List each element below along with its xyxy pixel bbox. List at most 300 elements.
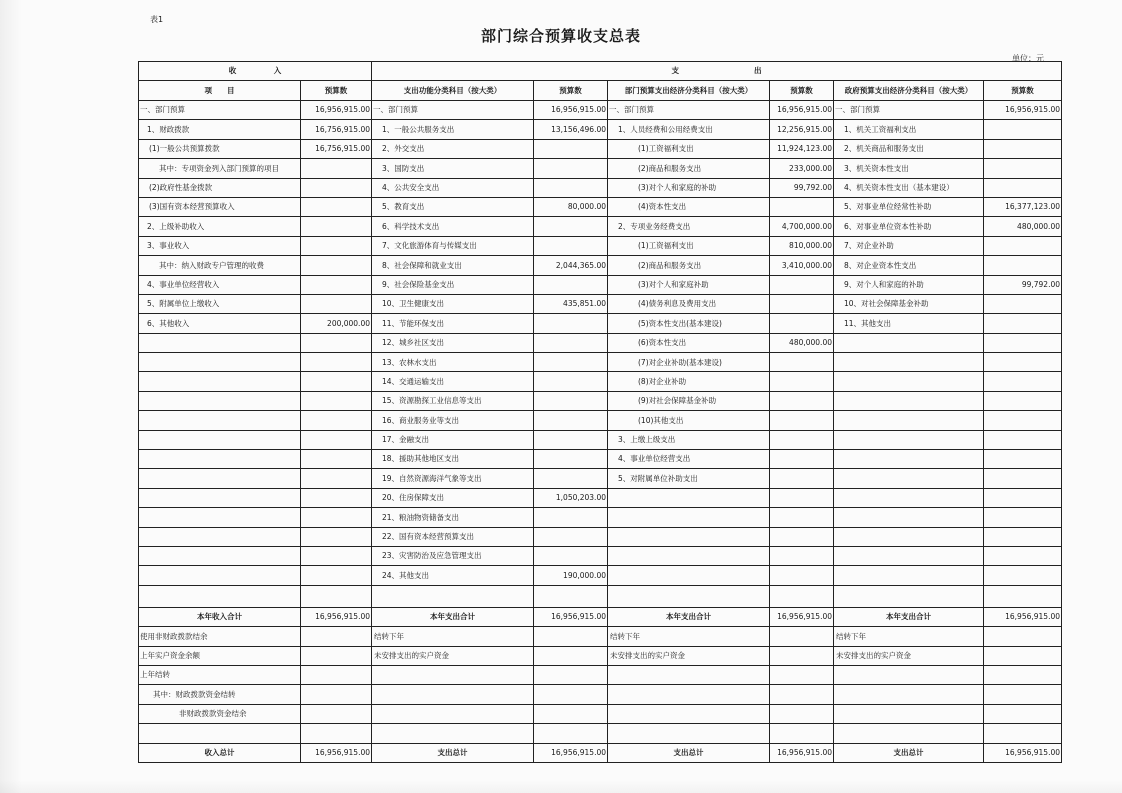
func-carryover-item bbox=[372, 665, 534, 684]
func-carryover-amount bbox=[534, 724, 608, 743]
dept-carryover-item: 结转下年 bbox=[608, 627, 770, 646]
func-carryover-amount bbox=[534, 627, 608, 646]
income-item-cell bbox=[139, 391, 301, 410]
dept-carryover-item bbox=[608, 704, 770, 723]
income-item-cell: 4、事业单位经营收入 bbox=[139, 275, 301, 294]
expense-group-header: 支 出 bbox=[372, 62, 1062, 81]
table-row bbox=[139, 217, 1062, 236]
income-carryover-amount bbox=[301, 704, 372, 723]
func-amount-cell bbox=[534, 333, 608, 352]
spacer-row bbox=[139, 585, 1062, 607]
table-row bbox=[139, 430, 1062, 449]
income-amount-cell bbox=[301, 469, 372, 488]
table-row bbox=[139, 120, 1062, 139]
dept-amount-cell bbox=[770, 275, 834, 294]
income-amount-cell bbox=[301, 450, 372, 469]
gov-item-cell: 一、部门预算 bbox=[834, 101, 984, 120]
gov-item-cell: 9、对个人和家庭的补助 bbox=[834, 275, 984, 294]
table-row bbox=[139, 256, 1062, 275]
func-item-cell: 6、科学技术支出 bbox=[372, 217, 534, 236]
dept-item-cell: 一、部门预算 bbox=[608, 101, 770, 120]
gov-amount-cell bbox=[984, 546, 1062, 565]
gov-carryover-amount bbox=[984, 724, 1062, 743]
func-grand-amount: 16,956,915.00 bbox=[534, 743, 608, 762]
gov-amount-cell bbox=[984, 527, 1062, 546]
gov-carryover-item: 未安排支出的实户资金 bbox=[834, 646, 984, 665]
income-item-cell bbox=[139, 333, 301, 352]
dept-amount-cell bbox=[770, 430, 834, 449]
dept-total-label: 本年支出合计 bbox=[608, 607, 770, 626]
income-amount-cell bbox=[301, 391, 372, 410]
dept-item-cell bbox=[608, 527, 770, 546]
func-amount-cell bbox=[534, 139, 608, 158]
dept-amount-header: 预算数 bbox=[770, 81, 834, 101]
table-row bbox=[139, 488, 1062, 507]
income-carryover-item: 其中：财政拨款资金结转 bbox=[139, 685, 301, 704]
func-item-cell: 23、灾害防治及应急管理支出 bbox=[372, 546, 534, 565]
dept-carryover-amount bbox=[770, 724, 834, 743]
func-amount-cell bbox=[534, 353, 608, 372]
func-item-cell: 20、住房保障支出 bbox=[372, 488, 534, 507]
dept-item-cell: 2、专项业务经费支出 bbox=[608, 217, 770, 236]
income-grand-amount: 16,956,915.00 bbox=[301, 743, 372, 762]
income-amount-cell bbox=[301, 566, 372, 585]
income-item-cell bbox=[139, 488, 301, 507]
func-item-cell: 22、国有资本经营预算支出 bbox=[372, 527, 534, 546]
income-amount-cell bbox=[301, 159, 372, 178]
dept-item-cell: 1、人员经费和公用经费支出 bbox=[608, 120, 770, 139]
gov-amount-cell bbox=[984, 372, 1062, 391]
income-amount-cell bbox=[301, 333, 372, 352]
column-header-row bbox=[139, 81, 1062, 101]
gov-item-cell bbox=[834, 411, 984, 430]
income-item-cell bbox=[139, 430, 301, 449]
gov-amount-cell bbox=[984, 353, 1062, 372]
gov-item-cell: 4、机关资本性支出（基本建设） bbox=[834, 178, 984, 197]
carryover-row bbox=[139, 665, 1062, 684]
gov-item-cell bbox=[834, 353, 984, 372]
table-row bbox=[139, 508, 1062, 527]
func-amount-cell bbox=[534, 411, 608, 430]
income-carryover-amount bbox=[301, 685, 372, 704]
func-item-cell: 3、国防支出 bbox=[372, 159, 534, 178]
dept-amount-cell bbox=[770, 488, 834, 507]
dept-item-cell bbox=[608, 566, 770, 585]
empty-cell bbox=[770, 585, 834, 607]
dept-carryover-amount bbox=[770, 704, 834, 723]
income-amount-cell bbox=[301, 178, 372, 197]
dept-amount-cell bbox=[770, 546, 834, 565]
func-amount-cell bbox=[534, 159, 608, 178]
func-amount-header: 预算数 bbox=[534, 81, 608, 101]
func-amount-cell bbox=[534, 372, 608, 391]
gov-item-cell: 6、对事业单位资本性补助 bbox=[834, 217, 984, 236]
income-amount-cell bbox=[301, 488, 372, 507]
income-group-header: 收 入 bbox=[139, 62, 372, 81]
gov-amount-cell bbox=[984, 469, 1062, 488]
func-carryover-amount bbox=[534, 646, 608, 665]
empty-cell bbox=[608, 585, 770, 607]
dept-carryover-amount bbox=[770, 627, 834, 646]
dept-amount-cell: 99,792.00 bbox=[770, 178, 834, 197]
income-item-cell bbox=[139, 353, 301, 372]
gov-amount-cell bbox=[984, 391, 1062, 410]
func-item-cell: 4、公共安全支出 bbox=[372, 178, 534, 197]
table-row bbox=[139, 353, 1062, 372]
income-amount-cell: 16,956,915.00 bbox=[301, 101, 372, 120]
func-item-cell: 8、社会保障和就业支出 bbox=[372, 256, 534, 275]
dept-carryover-amount bbox=[770, 685, 834, 704]
dept-grand-label: 支出总计 bbox=[608, 743, 770, 762]
income-amount-cell bbox=[301, 217, 372, 236]
income-amount-cell bbox=[301, 294, 372, 313]
func-item-cell: 1、一般公共服务支出 bbox=[372, 120, 534, 139]
func-amount-cell bbox=[534, 236, 608, 255]
func-item-cell: 11、节能环保支出 bbox=[372, 314, 534, 333]
func-item-cell: 一、部门预算 bbox=[372, 101, 534, 120]
gov-item-cell: 3、机关资本性支出 bbox=[834, 159, 984, 178]
income-item-cell: 1、财政拨款 bbox=[139, 120, 301, 139]
dept-amount-cell: 4,700,000.00 bbox=[770, 217, 834, 236]
gov-amount-cell bbox=[984, 256, 1062, 275]
gov-carryover-amount bbox=[984, 665, 1062, 684]
gov-item-cell bbox=[834, 391, 984, 410]
gov-amount-cell bbox=[984, 411, 1062, 430]
dept-item-cell: 4、事业单位经营支出 bbox=[608, 450, 770, 469]
income-item-cell: 其中：专项资金列入部门预算的项目 bbox=[139, 159, 301, 178]
gov-carryover-item bbox=[834, 724, 984, 743]
dept-amount-cell bbox=[770, 469, 834, 488]
dept-grand-amount: 16,956,915.00 bbox=[770, 743, 834, 762]
unit-label: 单位：元 bbox=[1012, 54, 1044, 63]
gov-amount-header: 预算数 bbox=[984, 81, 1062, 101]
income-item-cell bbox=[139, 508, 301, 527]
income-carryover-item: 使用非财政拨款结余 bbox=[139, 627, 301, 646]
income-item-cell: (1)一般公共预算拨款 bbox=[139, 139, 301, 158]
gov-item-cell: 8、对企业资本性支出 bbox=[834, 256, 984, 275]
table-row bbox=[139, 139, 1062, 158]
income-amount-cell bbox=[301, 546, 372, 565]
dept-amount-cell bbox=[770, 527, 834, 546]
func-item-cell: 19、自然资源海洋气象等支出 bbox=[372, 469, 534, 488]
gov-item-cell bbox=[834, 450, 984, 469]
func-amount-cell bbox=[534, 275, 608, 294]
dept-item-cell: 3、上缴上级支出 bbox=[608, 430, 770, 449]
func-item-cell: 18、援助其他地区支出 bbox=[372, 450, 534, 469]
gov-amount-cell bbox=[984, 294, 1062, 313]
func-carryover-item bbox=[372, 685, 534, 704]
income-item-cell bbox=[139, 411, 301, 430]
dept-amount-cell bbox=[770, 372, 834, 391]
table-row bbox=[139, 372, 1062, 391]
scan-bottom-shadow bbox=[0, 780, 1122, 793]
func-grand-label: 支出总计 bbox=[372, 743, 534, 762]
func-item-cell: 2、外交支出 bbox=[372, 139, 534, 158]
table-row bbox=[139, 314, 1062, 333]
func-class-header: 支出功能分类科目（按大类） bbox=[372, 81, 534, 101]
income-amount-cell bbox=[301, 353, 372, 372]
gov-grand-label: 支出总计 bbox=[834, 743, 984, 762]
dept-econ-header: 部门预算支出经济分类科目（按大类） bbox=[608, 81, 770, 101]
grand-totals-row bbox=[139, 743, 1062, 762]
income-carryover-item: 非财政拨款资金结余 bbox=[139, 704, 301, 723]
gov-amount-cell bbox=[984, 236, 1062, 255]
table-row bbox=[139, 411, 1062, 430]
carryover-row bbox=[139, 646, 1062, 665]
table-row bbox=[139, 546, 1062, 565]
func-amount-cell bbox=[534, 546, 608, 565]
income-item-cell: (3)国有资本经营预算收入 bbox=[139, 197, 301, 216]
table-row bbox=[139, 294, 1062, 313]
income-item-cell: 5、附属单位上缴收入 bbox=[139, 294, 301, 313]
dept-item-cell: (6)资本性支出 bbox=[608, 333, 770, 352]
func-amount-cell bbox=[534, 217, 608, 236]
gov-item-cell bbox=[834, 430, 984, 449]
func-item-cell: 16、商业服务业等支出 bbox=[372, 411, 534, 430]
dept-carryover-item: 未安排支出的实户资金 bbox=[608, 646, 770, 665]
func-carryover-amount bbox=[534, 704, 608, 723]
gov-item-cell bbox=[834, 508, 984, 527]
table-row bbox=[139, 450, 1062, 469]
income-item-cell: 一、部门预算 bbox=[139, 101, 301, 120]
dept-amount-cell bbox=[770, 411, 834, 430]
dept-amount-cell: 233,000.00 bbox=[770, 159, 834, 178]
gov-amount-cell: 480,000.00 bbox=[984, 217, 1062, 236]
gov-amount-cell bbox=[984, 139, 1062, 158]
func-item-cell: 24、其他支出 bbox=[372, 566, 534, 585]
income-item-cell: 6、其他收入 bbox=[139, 314, 301, 333]
dept-amount-cell: 810,000.00 bbox=[770, 236, 834, 255]
func-amount-cell bbox=[534, 314, 608, 333]
document-title: 部门综合预算收支总表 bbox=[480, 27, 641, 45]
gov-econ-header: 政府预算支出经济分类科目（按大类） bbox=[834, 81, 984, 101]
table-row bbox=[139, 566, 1062, 585]
income-amount-cell bbox=[301, 197, 372, 216]
gov-item-cell bbox=[834, 527, 984, 546]
gov-amount-cell bbox=[984, 159, 1062, 178]
func-amount-cell bbox=[534, 391, 608, 410]
gov-carryover-amount bbox=[984, 646, 1062, 665]
gov-item-cell bbox=[834, 333, 984, 352]
income-item-cell bbox=[139, 546, 301, 565]
dept-amount-cell bbox=[770, 566, 834, 585]
dept-item-cell bbox=[608, 546, 770, 565]
dept-amount-cell: 16,956,915.00 bbox=[770, 101, 834, 120]
dept-item-cell: (4)资本性支出 bbox=[608, 197, 770, 216]
func-carryover-amount bbox=[534, 685, 608, 704]
gov-carryover-item: 结转下年 bbox=[834, 627, 984, 646]
income-carryover-amount bbox=[301, 627, 372, 646]
table-row bbox=[139, 333, 1062, 352]
dept-item-cell: (8)对企业补助 bbox=[608, 372, 770, 391]
gov-amount-cell bbox=[984, 333, 1062, 352]
income-total-amount: 16,956,915.00 bbox=[301, 607, 372, 626]
func-carryover-item: 结转下年 bbox=[372, 627, 534, 646]
func-carryover-item bbox=[372, 724, 534, 743]
income-amount-cell bbox=[301, 411, 372, 430]
gov-item-cell bbox=[834, 566, 984, 585]
gov-item-cell: 5、对事业单位经常性补助 bbox=[834, 197, 984, 216]
income-carryover-amount bbox=[301, 646, 372, 665]
income-item-cell: 其中：纳入财政专户管理的收费 bbox=[139, 256, 301, 275]
gov-carryover-amount bbox=[984, 627, 1062, 646]
gov-amount-cell bbox=[984, 566, 1062, 585]
gov-amount-cell: 16,956,915.00 bbox=[984, 101, 1062, 120]
income-item-header: 项 目 bbox=[139, 81, 301, 101]
income-amount-cell bbox=[301, 275, 372, 294]
empty-cell bbox=[372, 585, 534, 607]
income-item-cell bbox=[139, 450, 301, 469]
dept-item-cell: (10)其他支出 bbox=[608, 411, 770, 430]
dept-amount-cell bbox=[770, 391, 834, 410]
func-total-label: 本年支出合计 bbox=[372, 607, 534, 626]
func-carryover-amount bbox=[534, 665, 608, 684]
dept-item-cell: (4)债务利息及费用支出 bbox=[608, 294, 770, 313]
func-amount-cell: 190,000.00 bbox=[534, 566, 608, 585]
table-row bbox=[139, 101, 1062, 120]
table-row bbox=[139, 197, 1062, 216]
income-item-cell: 2、上级补助收入 bbox=[139, 217, 301, 236]
func-amount-cell bbox=[534, 508, 608, 527]
func-item-cell: 21、粮油物资储备支出 bbox=[372, 508, 534, 527]
func-item-cell: 13、农林水支出 bbox=[372, 353, 534, 372]
income-amount-cell: 16,756,915.00 bbox=[301, 139, 372, 158]
dept-item-cell bbox=[608, 508, 770, 527]
table-row bbox=[139, 178, 1062, 197]
dept-item-cell: (2)商品和服务支出 bbox=[608, 159, 770, 178]
gov-item-cell: 10、对社会保障基金补助 bbox=[834, 294, 984, 313]
year-totals-row bbox=[139, 607, 1062, 626]
dept-amount-cell: 480,000.00 bbox=[770, 333, 834, 352]
group-header-row bbox=[139, 62, 1062, 81]
income-amount-cell: 200,000.00 bbox=[301, 314, 372, 333]
func-item-cell: 9、社会保险基金支出 bbox=[372, 275, 534, 294]
income-amount-cell bbox=[301, 527, 372, 546]
gov-amount-cell bbox=[984, 314, 1062, 333]
func-amount-cell bbox=[534, 178, 608, 197]
budget-summary-table bbox=[138, 61, 1062, 763]
income-amount-cell bbox=[301, 372, 372, 391]
income-carryover-amount bbox=[301, 724, 372, 743]
dept-carryover-amount bbox=[770, 665, 834, 684]
gov-amount-cell bbox=[984, 430, 1062, 449]
empty-cell bbox=[534, 585, 608, 607]
dept-item-cell: (2)商品和服务支出 bbox=[608, 256, 770, 275]
income-item-cell bbox=[139, 566, 301, 585]
income-amount-cell: 16,756,915.00 bbox=[301, 120, 372, 139]
scan-edge-shadow bbox=[0, 0, 22, 793]
gov-item-cell bbox=[834, 372, 984, 391]
income-carryover-amount bbox=[301, 665, 372, 684]
gov-amount-cell: 16,377,123.00 bbox=[984, 197, 1062, 216]
income-amount-cell bbox=[301, 236, 372, 255]
gov-item-cell bbox=[834, 469, 984, 488]
carryover-row bbox=[139, 704, 1062, 723]
dept-item-cell: (7)对企业补助(基本建设) bbox=[608, 353, 770, 372]
dept-carryover-amount bbox=[770, 646, 834, 665]
dept-amount-cell bbox=[770, 197, 834, 216]
income-carryover-item bbox=[139, 724, 301, 743]
gov-item-cell bbox=[834, 546, 984, 565]
gov-item-cell: 1、机关工资福利支出 bbox=[834, 120, 984, 139]
gov-amount-cell bbox=[984, 178, 1062, 197]
gov-amount-cell bbox=[984, 488, 1062, 507]
income-item-cell bbox=[139, 469, 301, 488]
func-amount-cell: 1,050,203.00 bbox=[534, 488, 608, 507]
gov-carryover-amount bbox=[984, 685, 1062, 704]
gov-item-cell: 11、其他支出 bbox=[834, 314, 984, 333]
table-row bbox=[139, 469, 1062, 488]
dept-item-cell bbox=[608, 488, 770, 507]
gov-total-label: 本年支出合计 bbox=[834, 607, 984, 626]
dept-amount-cell bbox=[770, 294, 834, 313]
empty-cell bbox=[984, 585, 1062, 607]
dept-amount-cell: 12,256,915.00 bbox=[770, 120, 834, 139]
dept-carryover-item bbox=[608, 724, 770, 743]
dept-item-cell: (9)对社会保障基金补助 bbox=[608, 391, 770, 410]
income-carryover-item: 上年结转 bbox=[139, 665, 301, 684]
gov-amount-cell: 99,792.00 bbox=[984, 275, 1062, 294]
func-item-cell: 14、交通运输支出 bbox=[372, 372, 534, 391]
gov-amount-cell bbox=[984, 120, 1062, 139]
dept-item-cell: 5、对附属单位补助支出 bbox=[608, 469, 770, 488]
carryover-row bbox=[139, 724, 1062, 743]
table-row bbox=[139, 391, 1062, 410]
gov-amount-cell bbox=[984, 508, 1062, 527]
func-amount-cell bbox=[534, 430, 608, 449]
func-item-cell: 7、文化旅游体育与传媒支出 bbox=[372, 236, 534, 255]
func-amount-cell: 16,956,915.00 bbox=[534, 101, 608, 120]
gov-carryover-item bbox=[834, 685, 984, 704]
func-carryover-item bbox=[372, 704, 534, 723]
func-item-cell: 10、卫生健康支出 bbox=[372, 294, 534, 313]
gov-item-cell: 2、机关商品和服务支出 bbox=[834, 139, 984, 158]
income-item-cell: 3、事业收入 bbox=[139, 236, 301, 255]
dept-amount-cell: 11,924,123.00 bbox=[770, 139, 834, 158]
dept-item-cell: (3)对个人和家庭补助 bbox=[608, 275, 770, 294]
income-item-cell bbox=[139, 527, 301, 546]
empty-cell bbox=[834, 585, 984, 607]
table-row bbox=[139, 527, 1062, 546]
income-item-cell: (2)政府性基金拨款 bbox=[139, 178, 301, 197]
func-item-cell: 12、城乡社区支出 bbox=[372, 333, 534, 352]
table-row bbox=[139, 275, 1062, 294]
func-carryover-item: 未安排支出的实户资金 bbox=[372, 646, 534, 665]
func-amount-cell: 2,044,365.00 bbox=[534, 256, 608, 275]
gov-item-cell bbox=[834, 488, 984, 507]
income-amount-cell bbox=[301, 430, 372, 449]
empty-cell bbox=[301, 585, 372, 607]
dept-amount-cell bbox=[770, 353, 834, 372]
func-amount-cell: 435,851.00 bbox=[534, 294, 608, 313]
income-amount-cell bbox=[301, 256, 372, 275]
gov-carryover-amount bbox=[984, 704, 1062, 723]
func-amount-cell bbox=[534, 450, 608, 469]
func-item-cell: 15、资源勘探工业信息等支出 bbox=[372, 391, 534, 410]
gov-total-amount: 16,956,915.00 bbox=[984, 607, 1062, 626]
gov-amount-cell bbox=[984, 450, 1062, 469]
income-item-cell bbox=[139, 372, 301, 391]
income-amount-cell bbox=[301, 508, 372, 527]
func-amount-cell bbox=[534, 527, 608, 546]
dept-carryover-item bbox=[608, 685, 770, 704]
dept-item-cell: (1)工资福利支出 bbox=[608, 139, 770, 158]
dept-item-cell: (3)对个人和家庭的补助 bbox=[608, 178, 770, 197]
func-item-cell: 17、金融支出 bbox=[372, 430, 534, 449]
func-total-amount: 16,956,915.00 bbox=[534, 607, 608, 626]
func-amount-cell: 13,156,496.00 bbox=[534, 120, 608, 139]
dept-total-amount: 16,956,915.00 bbox=[770, 607, 834, 626]
